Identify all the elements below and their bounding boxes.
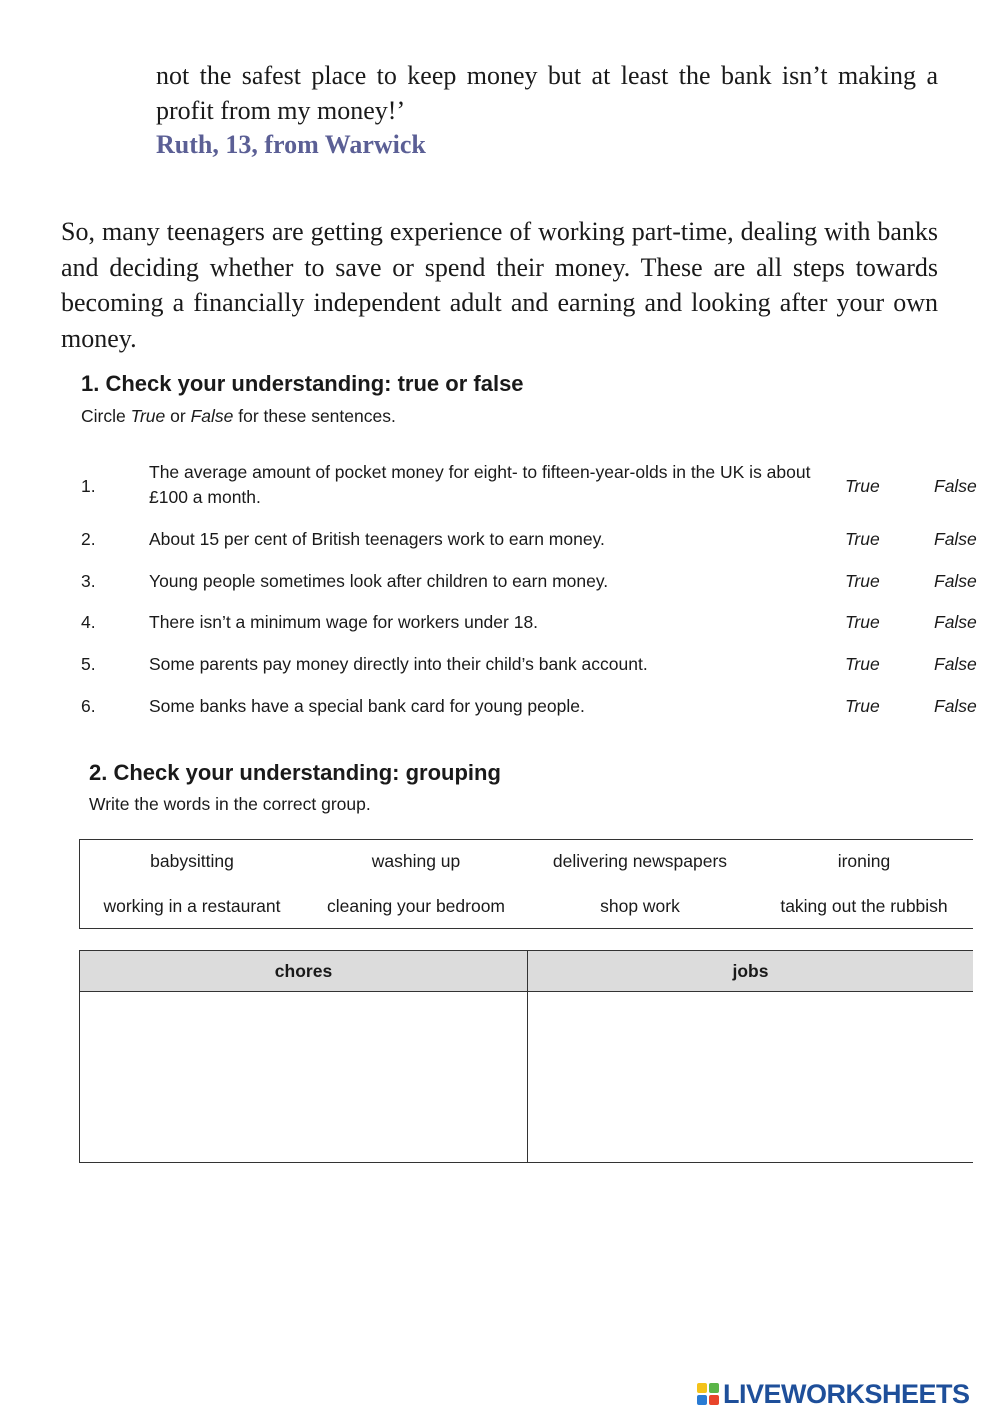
section2-heading: 2. Check your understanding: grouping [89, 760, 501, 785]
jobs-drop-area[interactable] [528, 992, 973, 1162]
quote-line-2: profit from my money!’ [156, 96, 406, 125]
question-text: About 15 per cent of British teenagers work to earn money. [149, 529, 605, 549]
false-option[interactable]: False [934, 529, 977, 549]
false-option[interactable]: False [934, 476, 977, 496]
false-option[interactable]: False [934, 654, 977, 674]
grouping-table [79, 950, 973, 1163]
question-text: Some parents pay money directly into their child’s bank account. [149, 654, 648, 674]
question-text: Young people sometimes look after children to earn money. [149, 571, 609, 591]
question-number: 3. [81, 571, 96, 591]
question-text: There isn’t a minimum wage for workers under 18. [149, 612, 539, 632]
false-option[interactable]: False [934, 612, 977, 632]
question-number: 1. [81, 476, 96, 496]
section1-instruction: Circle True or False for these sentences. [81, 406, 396, 426]
word-item[interactable]: taking out the rubbish [780, 896, 948, 916]
column-header-chores: chores [80, 951, 527, 992]
section2-instruction: Write the words in the correct group. [89, 794, 371, 814]
true-option[interactable]: True [845, 612, 880, 632]
chores-drop-area[interactable] [80, 992, 527, 1162]
question-text: Some banks have a special bank card for young people. [149, 696, 585, 716]
word-item[interactable]: working in a restaurant [103, 896, 281, 916]
quote-author: Ruth, 13, from Warwick [156, 130, 426, 159]
quote-text [156, 58, 938, 128]
word-bank [79, 839, 973, 929]
false-option[interactable]: False [934, 571, 977, 591]
true-option[interactable]: True [845, 571, 880, 591]
question-number: 4. [81, 612, 96, 632]
true-option[interactable]: True [845, 529, 880, 549]
logo-text: LIVEWORKSHEETS [723, 1378, 970, 1409]
body-paragraph: So, many teenagers are getting experience of working part-time, dealing with banks and deciding whether to save or spend their money. These are all steps towards becoming a financially independent adult and earning and looking after your own money. [61, 217, 938, 353]
column-header-jobs: jobs [528, 951, 973, 992]
question-text: The average amount of pocket money for eight- to fifteen-year-olds in the UK is about £100 a month. [149, 462, 811, 507]
word-item[interactable]: cleaning your bedroom [326, 896, 506, 916]
question-number: 5. [81, 654, 96, 674]
word-item[interactable]: delivering newspapers [552, 851, 728, 871]
question-number: 2. [81, 529, 96, 549]
word-item[interactable]: washing up [371, 851, 461, 871]
liveworksheets-logo [697, 1379, 970, 1409]
true-option[interactable]: True [845, 654, 880, 674]
liveworksheets-logo-icon [697, 1383, 719, 1405]
question-number: 6. [81, 696, 96, 716]
quote-line-1: not the safest place to keep money but at least the bank isn’t making a [156, 61, 938, 90]
word-item[interactable]: ironing [837, 851, 891, 871]
true-option[interactable]: True [845, 476, 880, 496]
true-option[interactable]: True [845, 696, 880, 716]
word-item[interactable]: shop work [600, 896, 680, 916]
word-item[interactable]: babysitting [150, 851, 234, 871]
section1-heading: 1. Check your understanding: true or false [81, 371, 524, 396]
false-option[interactable]: False [934, 696, 977, 716]
